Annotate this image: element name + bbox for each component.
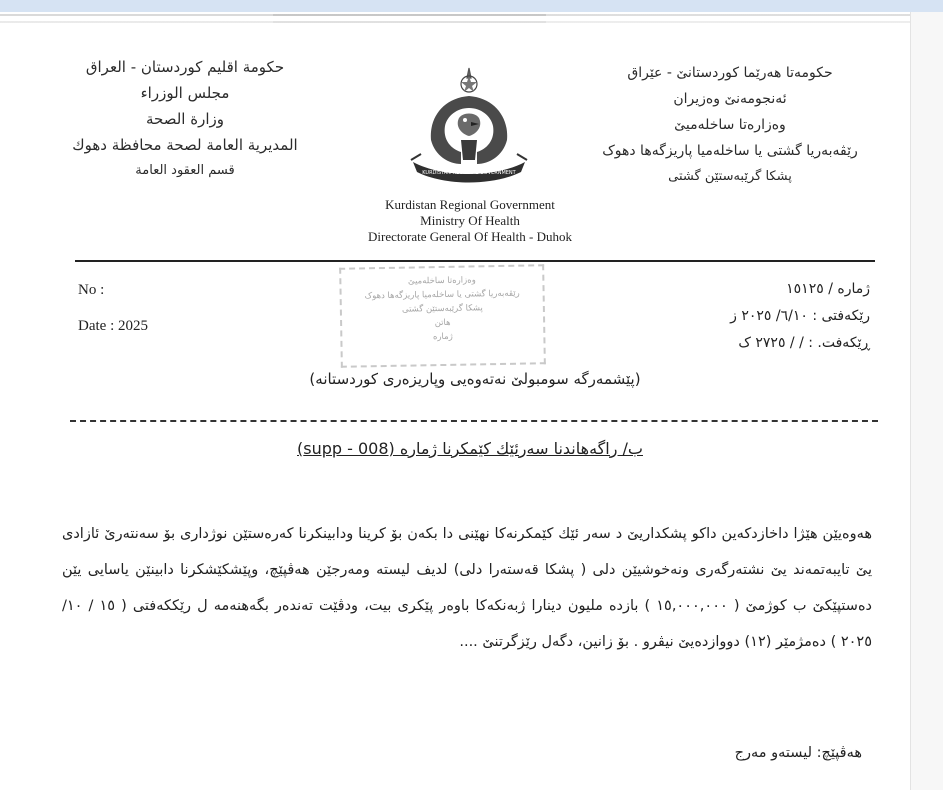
kurdish-header-line: پشکا گرێبەستێن گشتی [668,169,792,184]
kurdistan-slogan: (پێشمەرگە سومبولێ نەتەوەیی وپاریزەری کوردستانە) [309,370,641,388]
kurdish-meta [670,276,870,357]
kurdish-date-kurdish: ڕێکەفت. : / / ٢٧٢٥ ک [738,335,870,351]
date-label: Date : 2025 [78,318,148,334]
window-top-bar [0,0,943,12]
stamp-line: ژمارە [432,331,453,343]
stamp-line: پشکا گرێبەستێن گشتی [401,303,483,315]
number-label: No : [78,282,105,298]
dashed-divider [70,420,878,422]
arabic-header-line: قسم العقود العامة [135,163,235,178]
kurdish-number: ژمارە / ١٥١٢٥ [786,281,870,297]
kurdish-header [570,60,890,190]
english-header-line: Directorate General Of Health - Duhok [368,229,572,244]
stamp-line: رێڤەبەریا گشتی یا ساخلەمیا پاریزگەها دهوک [364,288,520,302]
kurdish-header-line: حکومەتا هەرێما کوردستانێ - عێراق [627,65,833,81]
scan-line [0,21,910,23]
krg-emblem-icon [403,60,535,192]
side-panel [910,12,943,790]
arabic-header-line: المديرية العامة لصحة محافظة دهوك [72,136,298,154]
left-meta [78,272,148,344]
svg-text:KURDISTAN REGIONAL GOVERNMENT: KURDISTAN REGIONAL GOVERNMENT [422,170,516,176]
scan-line [0,14,910,16]
arabic-header [40,54,330,184]
kurdish-header-line: ئەنجومەنێ وەزیران [673,91,787,107]
kurdish-header-line: وەزارەتا ساخلەمیێ [674,117,786,133]
arabic-header-line: مجلس الوزراء [140,84,230,102]
english-header-line: Ministry Of Health [420,213,520,228]
subject-line: ب/ راگەهاندنا سەرئێك كێمکرنا ژمارە (supp - 008) [297,439,643,458]
arabic-header-line: حكومة اقليم كوردستان - العراق [85,58,285,76]
english-header [320,197,620,245]
header-divider [75,260,875,262]
stamp-line: وەزارەتا ساخلەمیێ [407,275,476,287]
document-page [0,12,910,790]
attachment-note: هەڤپێچ: لیستەو مەرج [734,745,862,761]
kurdish-date-gregorian: رێکەفتی : ٦/١٠/ ٢٠٢٥ ز [730,308,870,324]
english-header-line: Kurdistan Regional Government [385,197,555,212]
stamp-line: هاتن [434,317,451,329]
received-stamp [339,264,546,368]
arabic-header-line: وزارة الصحة [146,110,224,128]
kurdish-header-line: رێڤەبەریا گشتی یا ساخلەمیا پاریزگەها دهوک [602,143,858,159]
letter-body: هەوەیێن هێژا داخازدکەین داکو پشکداریێ د سەر ئێك كێمکرنەکا نهێنی دا بکەن بۆ کرینا ودابینکرنا کەرەستێن نوژداری بۆ سەنتەرێ ئازادی یێ تایبەتمەند یێ نشتەرگەری ونەخوشیێن دلی ( پشکا قەستەرا دلی) لدیف لیستە ومەرجێن هەڤپێچ، وپێشکێشکرنا دابینێن یاسایی یێن دەستپێکێ ب کوژمێ ( ١٥,٠٠٠,٠٠٠ ) بازدە ملیون دینارا ژبەنکەکا باوەر پێکری بیت، ودڤێت تەندەر بگەهنەمە ل رێککەفتی ( ١٥ / ١٠/ ٢٠٢٥ ) دەمژمێر (١٢) دووازدەیێ نیڤرو . بۆ زانین، دگەل رێزگرتنێ .... [62,526,872,650]
